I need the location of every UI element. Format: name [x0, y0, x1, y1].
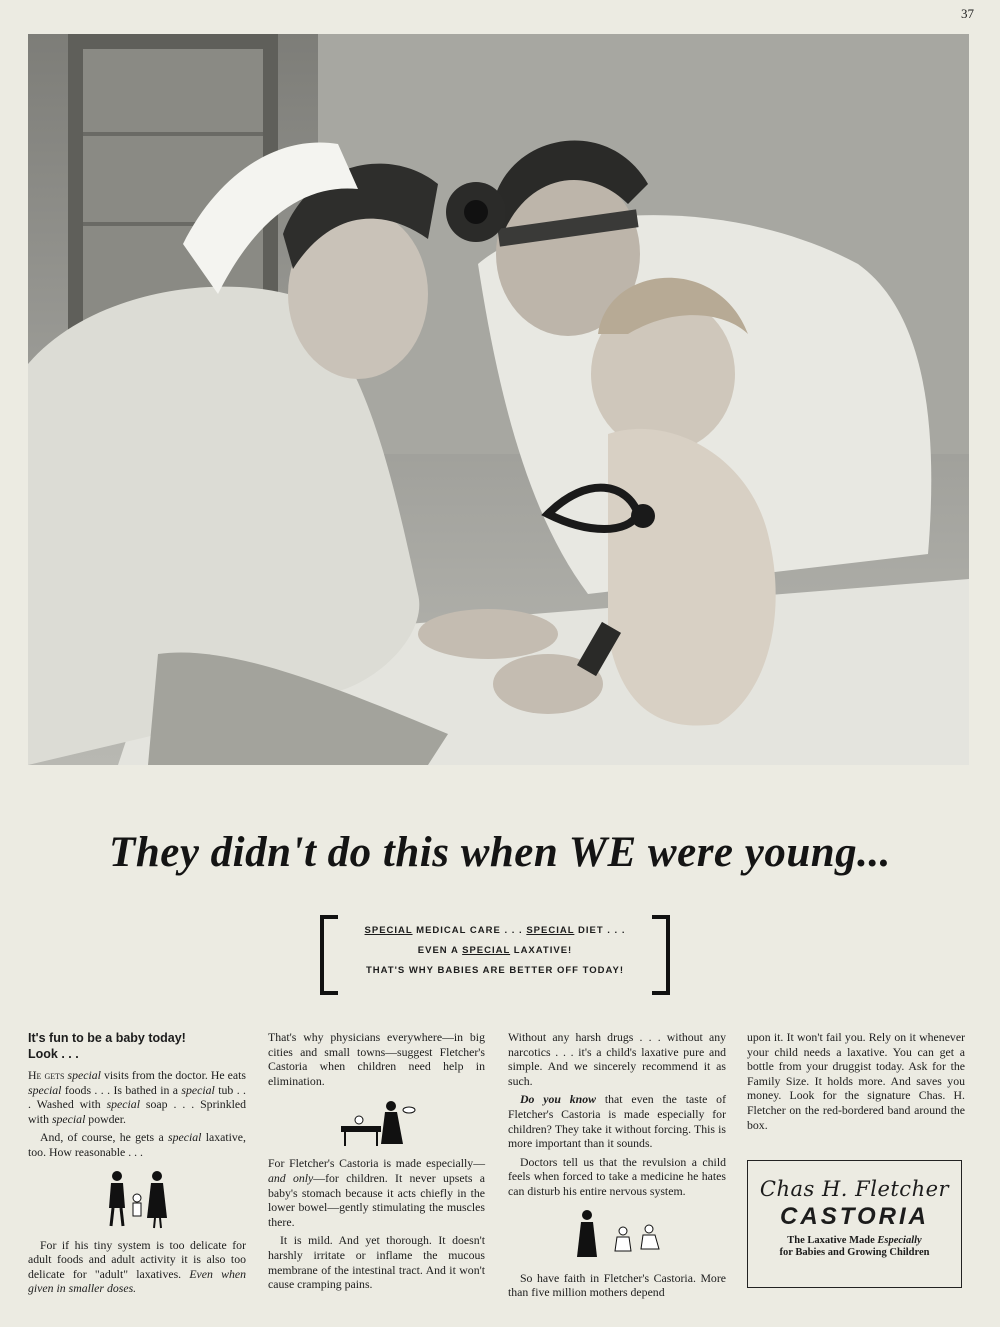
text-run: —for children. It never upsets a baby's stomach because it acts chiefly in the lower bowel—gently stimulating the muscles there. [268, 1170, 485, 1229]
text-run: powder. [85, 1111, 126, 1126]
text-run: For if his tiny system is too delicate for adult foods and adult activity it is also too delicate for "adult" laxatives. [28, 1237, 246, 1281]
bracket-line-2 [340, 941, 650, 961]
fletcher-signature: Chas H. Fletcher [759, 1177, 950, 1201]
photo-doctor-nurse-baby [28, 34, 969, 765]
bracket-text-4: LAXATIVE! [510, 945, 573, 956]
text-run: Do you know [520, 1092, 597, 1107]
left-bracket [320, 915, 338, 995]
body-column-3 [508, 1030, 726, 1304]
text-run: soap . . . Sprinkled with [28, 1097, 246, 1126]
text-run: special [106, 1097, 140, 1112]
castoria-logo-box [747, 1160, 962, 1288]
subhead-line-1: It's fun to be a baby today! [28, 1031, 186, 1045]
brand-name: CASTORIA [780, 1203, 929, 1230]
paragraph [508, 1092, 726, 1150]
column-subhead [28, 1030, 246, 1062]
text-run: The Laxative Made [787, 1235, 878, 1246]
paragraph: That's why physicians everywhere—in big cities and small towns—suggest Fletcher's Castoria when children need help in elimination. [268, 1030, 485, 1088]
paragraph [28, 1130, 246, 1159]
text-run: visits from the doctor. He eats [100, 1068, 246, 1082]
bracket-text [340, 921, 650, 981]
nurse-hand [418, 609, 558, 659]
bracket-callout [320, 915, 670, 987]
paragraph [28, 1238, 246, 1296]
text-run: Even when given in smaller doses. [28, 1266, 246, 1296]
text-run: foods . . . Is bathed in a [61, 1082, 182, 1097]
text-run: Especially [877, 1235, 922, 1246]
tagline-line-1 [748, 1235, 961, 1247]
paragraph: It is mild. And yet thorough. It doesn't harshly irritate or inflame the mucous membrane of the intestinal tract. And it won't cause cramping pains. [268, 1233, 485, 1292]
text-run: And, of course, he gets a [40, 1130, 168, 1145]
body-column-2 [268, 1030, 485, 1296]
special-word: SPECIAL [364, 925, 413, 936]
text-run: tub . . . Washed with [28, 1082, 247, 1112]
paragraph: Without any harsh drugs . . . without any narcotics . . . it's a child's laxative pure and simple. And we sincerely recommend it as such. [508, 1030, 726, 1088]
brand-tagline [748, 1235, 961, 1259]
text-run: He gets [28, 1068, 65, 1082]
body-column-4 [747, 1030, 965, 1136]
text-run: that even the taste of Fletcher's Castoria is made especially for children? They take it without forcing. This is more important than it sounds. [508, 1092, 726, 1151]
paragraph: upon it. It won't fail you. Rely on it whenever your child needs a laxative. You can get a bottle from your druggist today. Ask for the Family Size. It holds more. And saves you money. Look for the signature Chas. H. Fletcher on the red-bordered band around the box. [747, 1030, 965, 1132]
right-bracket [652, 915, 670, 995]
paragraph: Doctors tell us that the revulsion a child feels when forced to take a medicine he hates can disturb his entire nervous system. [508, 1154, 726, 1198]
text-run: special [28, 1082, 62, 1097]
photo-illustration [28, 34, 969, 765]
family-sketch-illustration [97, 1168, 177, 1230]
paragraph [268, 1156, 485, 1229]
special-word: SPECIAL [526, 925, 575, 936]
text-run: special [51, 1111, 86, 1126]
special-word: SPECIAL [462, 945, 511, 956]
tagline-line-2: for Babies and Growing Children [779, 1247, 930, 1258]
children-sketch-illustration [567, 1207, 667, 1263]
page-number: 37 [961, 6, 974, 21]
bracket-text-2: DIET . . . [574, 925, 626, 936]
bracket-text-3: EVEN A [417, 945, 463, 956]
text-run: special [167, 1130, 202, 1145]
text-run: special [181, 1082, 215, 1097]
text-run: For Fletcher's Castoria is made especially— [268, 1156, 485, 1171]
bracket-text-1: MEDICAL CARE . . . [412, 925, 527, 936]
body-column-1 [28, 1030, 246, 1300]
text-run: and only [268, 1170, 314, 1185]
paragraph: So have faith in Fletcher's Castoria. More than five million mothers depend [508, 1270, 726, 1300]
text-run: special [64, 1068, 101, 1082]
headline: They didn't do this when WE were young... [109, 829, 891, 876]
subhead-line-2: Look . . . [28, 1047, 79, 1061]
paragraph [28, 1068, 246, 1126]
nurse-sketch-illustration [337, 1096, 417, 1148]
text-run: laxative, too. How reasonable . . . [28, 1130, 246, 1159]
bracket-line-1 [340, 921, 650, 941]
bracket-line-3: THAT'S WHY BABIES ARE BETTER OFF TODAY! [365, 965, 624, 976]
